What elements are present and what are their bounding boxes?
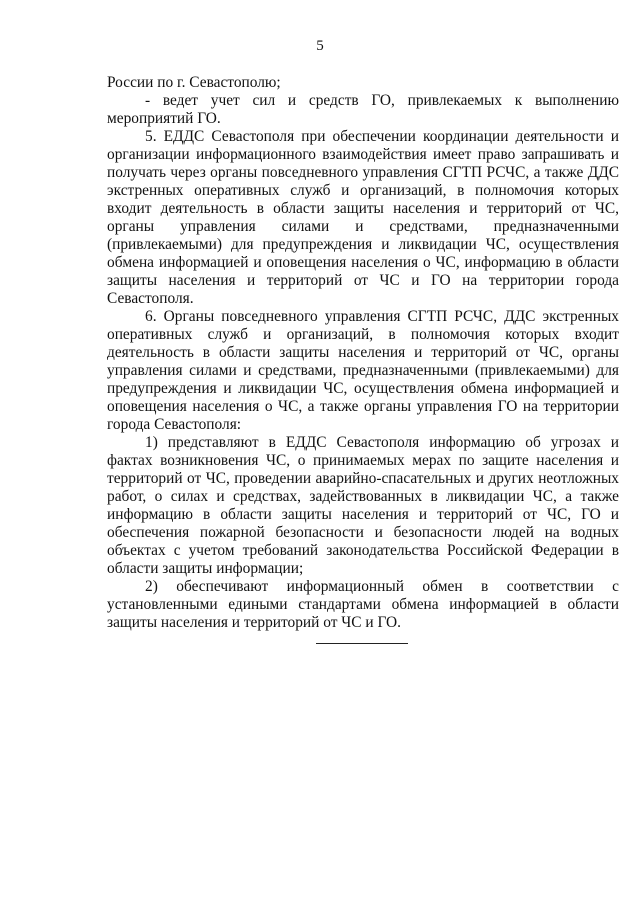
clause-6-item-1: 1) представляют в ЕДДС Севастополя информацию об угрозах и фактах возникновения ЧС, о принимаемых мерах по защите населения и территорий от ЧС, проведении аварийно-спасательных и других неотложных работ, о силах и средствах, задействованных в ликвидации ЧС, а также информацию в области защиты населения и территорий от ЧС, ГО и обеспечения пожарной безопасности и безопасности людей на водных объектах с учетом требований законодательства Российской Федерации в области защиты информации; bbox=[107, 434, 619, 577]
bullet-item: - ведет учет сил и средств ГО, привлекаемых к выполнению мероприятий ГО. bbox=[107, 92, 619, 127]
paragraph-continuation: России по г. Севастополю; bbox=[107, 74, 281, 91]
clause-6: 6. Органы повседневного управления СГТП РСЧС, ДДС экстренных оперативных служб и организаций, в полномочия которых входит деятельность в области защиты населения и территорий от ЧС, органы управления силами и средствами, предназначенными (привлекаемыми) для предупреждения и ликвидации ЧС, осуществления обмена информацией и оповещения населения о ЧС, а также органы управления ГО на территории города Севастополя: bbox=[107, 308, 619, 433]
page-number: 5 bbox=[316, 38, 324, 54]
clause-5: 5. ЕДДС Севастополя при обеспечении координации деятельности и организации информационного взаимодействия имеет право запрашивать и получать через органы повседневного управления СГТП РСЧС, а также ДДС экстренных оперативных служб и организаций, в полномочия которых входит деятельность в области защиты населения и территорий от ЧС, органы управления силами и средствами, предназначенными (привлекаемыми) для предупреждения и ликвидации ЧС, осуществления обмена информацией и оповещения населения о ЧС, информацию в области защиты населения и территорий от ЧС и ГО на территории города Севастополя. bbox=[107, 128, 619, 307]
document-body bbox=[107, 74, 619, 632]
end-divider-line bbox=[316, 643, 408, 644]
clause-6-item-2: 2) обеспечивают информационный обмен в соответствии с установленными едиными стандартами обмена информацией в области защиты населения и территорий от ЧС и ГО. bbox=[107, 578, 619, 631]
